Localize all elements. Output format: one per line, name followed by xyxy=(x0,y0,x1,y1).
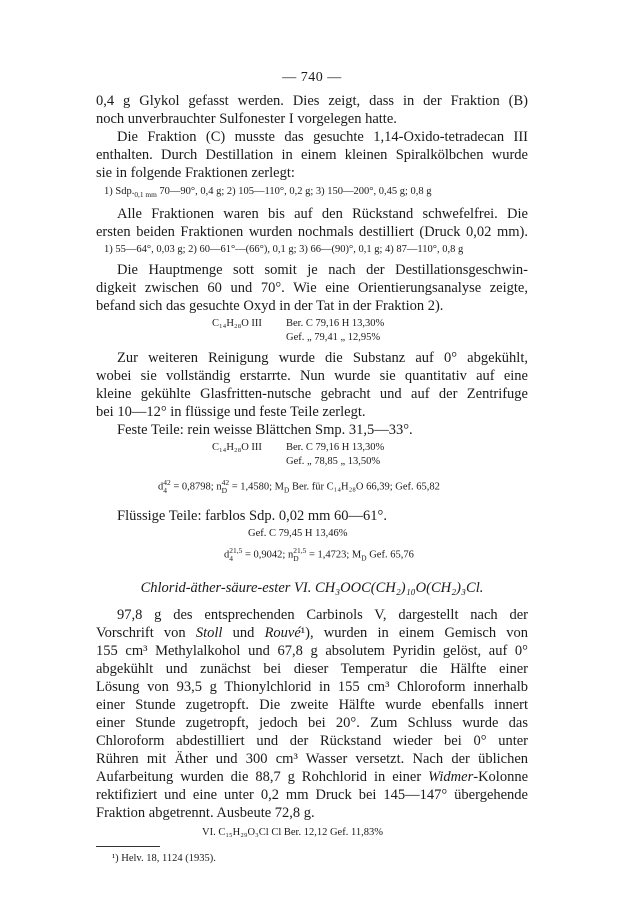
text-line: befand sich das gesuchte Oxyd in der Tat in der Fraktion 2). xyxy=(96,298,444,314)
analysis-calc: Ber. C 79,16 H 13,30% xyxy=(286,442,385,453)
analysis-formula: C₁₄H₂₈O III xyxy=(212,318,262,329)
text-line: Rühren mit Äther und 300 cm³ Wasser versetzt. Nach der üblichen xyxy=(96,751,528,767)
text-line: 155 cm³ Methylalkohol und 67,8 g absolutem Pyridin gelöst, auf 0° xyxy=(96,643,528,659)
text-line: Flüssige Teile: farblos Sdp. 0,02 mm 60—61°. xyxy=(117,508,387,524)
text-line: Vorschrift von Stoll und Rouvé¹), wurden in einem Gemisch von xyxy=(96,625,528,641)
analysis-found: Gef. „ 78,85 „ 13,50% xyxy=(286,456,381,467)
text-line: Fraktion abgetrennt. Ausbeute 72,8 g. xyxy=(96,805,315,821)
text-line: Die Hauptmenge sott somit je nach der Destillationsgeschwin- xyxy=(117,262,528,278)
text-line: sie in folgende Fraktionen zerlegt: xyxy=(96,165,295,181)
text-line: 0,4 g Glykol gefasst werden. Dies zeigt, dass in der Fraktion (B) xyxy=(96,93,528,109)
analysis-formula: C₁₄H₂₈O III xyxy=(212,442,262,453)
page-number: — 740 — xyxy=(282,70,342,85)
text-line: bei 10—12° in flüssige und feste Teile zerlegt. xyxy=(96,404,366,420)
analysis-found: Gef. C 79,45 H 13,46% xyxy=(248,528,348,539)
fraction-list: 1) $Sdp._{0,1 mm}$ 70—90°, 0,4 g; 2) 105—110°, 0,2 g; 3) 150—200°, 0,45 g; 0,8 g xyxy=(104,186,432,200)
analysis-found: Gef. „ 79,41 „ 12,95% xyxy=(286,332,381,343)
footnote: ¹) Helv. 18, 1124 (1935). xyxy=(112,853,216,864)
text-line: Lösung von 93,5 g Thionylchlorid in 155 cm³ Chloroform innerhalb xyxy=(96,679,528,695)
text-line: Aufarbeitung wurden die 88,7 g Rohchlorid in einer Widmer-Kolonne xyxy=(96,769,528,785)
text-line: digkeit zwischen 60 und 70°. Wie eine Orientierungsanalyse zeigte, xyxy=(96,280,528,296)
physical-constants: d 21,5 4 = 0,9042; n 21,5 D = 1,4723; $M_D$ Gef. 65,76 xyxy=(224,546,414,563)
text-line: Die Fraktion (C) musste das gesuchte 1,14-Oxido-tetradecan III xyxy=(117,129,528,145)
text-line: rektifiziert und eine unter 0,2 mm Druck bei 145—147° übergehende xyxy=(96,787,528,803)
text-line: Chloroform abdestilliert und der Rückstand wieder bei 0° unter xyxy=(96,733,528,749)
text-line: Zur weiteren Reinigung wurde die Substanz auf 0° abgekühlt, xyxy=(117,350,528,366)
text-line: einer Stunde zugetropft. Die zweite Hälfte wurde ebenfalls innert xyxy=(96,697,528,713)
text-line: enthalten. Durch Destillation in einem kleinen Spiralkölbchen wurde xyxy=(96,147,528,163)
text-line: abgekühlt und zunächst bei dieser Temperatur die Hälfte einer xyxy=(96,661,528,677)
text-line: kleine gekühlte Glasfritten-nutsche gebracht und auf der Zentrifuge xyxy=(96,386,528,402)
fraction-list: 1) 55—64°, 0,03 g; 2) 60—61°—(66°), 0,1 g; 3) 66—(90)°, 0,1 g; 4) 87—110°, 0,8 g xyxy=(104,244,464,255)
analysis-calc: Ber. C 79,16 H 13,30% xyxy=(286,318,385,329)
text-line: 97,8 g des entsprechenden Carbinols V, dargestellt nach der xyxy=(117,607,528,623)
physical-constants: d 42 4 = 0,8798; n 42 D = 1,4580; $M_D$ Ber. für C₁₄H₂₈O 66,39; Gef. 65,82 xyxy=(158,478,440,495)
text-line: Alle Fraktionen waren bis auf den Rückstand schwefelfrei. Die xyxy=(117,206,528,222)
text-line: wobei sie vollständig erstarrte. Nun wurde sie quantitativ auf eine xyxy=(96,368,528,384)
analysis-result: VI. C₁₅H₂₉O₃Cl Cl Ber. 12,12 Gef. 11,83% xyxy=(202,827,383,838)
text-line: einer Stunde zugetropft, jedoch bei 20°. Zum Schluss wurde das xyxy=(96,715,528,731)
section-heading: Chlorid-äther-säure-ester VI. CH₃OOC(CH₂)₁₀O(CH₂)₃Cl. xyxy=(140,580,484,596)
text-line: noch unverbrauchter Sulfonester I vorgelegen hatte. xyxy=(96,111,397,127)
footnote-rule xyxy=(96,846,160,847)
text-line: ersten beiden Fraktionen wurden nochmals destilliert (Druck 0,02 mm). xyxy=(96,224,528,240)
text-line: Feste Teile: rein weisse Blättchen Smp. 31,5—33°. xyxy=(117,422,413,438)
